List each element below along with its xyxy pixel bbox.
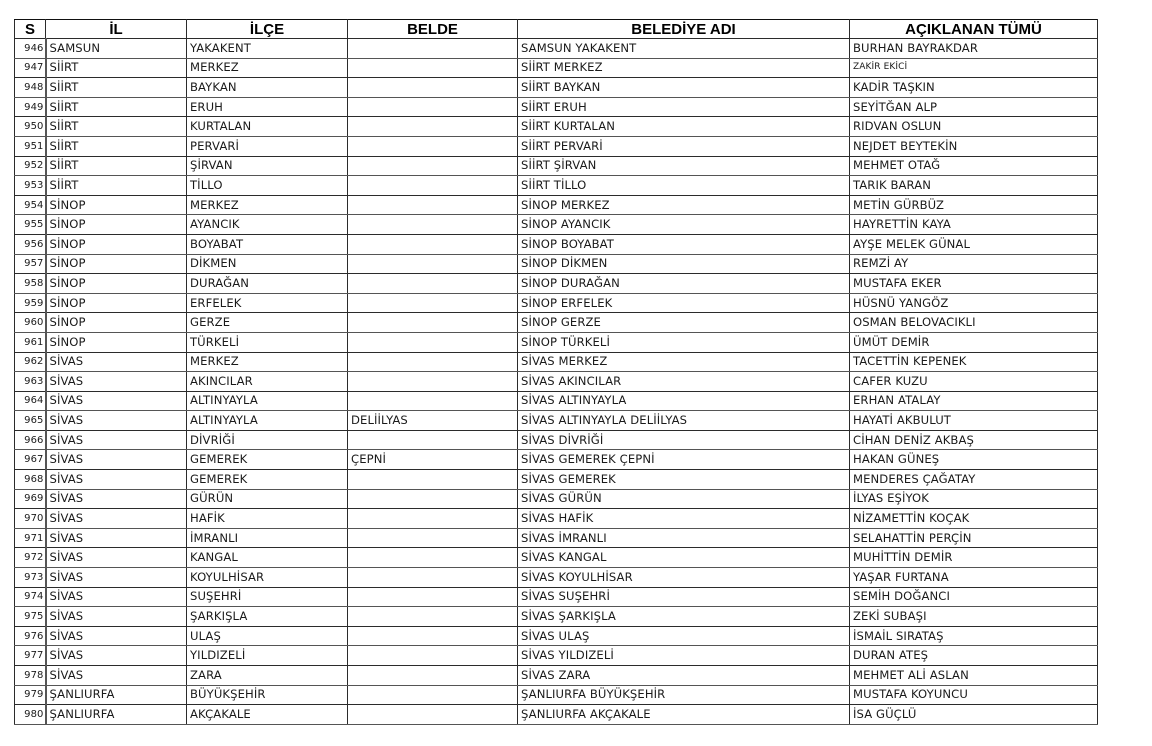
table-row bbox=[15, 136, 1098, 156]
cell-belediye-adi: SİVAS İMRANLI bbox=[518, 528, 850, 548]
cell-ilce: AKÇAKALE bbox=[187, 705, 348, 725]
cell-aciklanan: NEJDET BEYTEKİN bbox=[850, 136, 1098, 156]
cell-belde bbox=[348, 391, 518, 411]
cell-belediye-adi: SİNOP DİKMEN bbox=[518, 254, 850, 274]
cell-ilce: AYANCIK bbox=[187, 215, 348, 235]
cell-s: 971 bbox=[15, 528, 46, 548]
cell-aciklanan: OSMAN BELOVACIKLI bbox=[850, 313, 1098, 333]
cell-belde bbox=[348, 39, 518, 59]
table-row bbox=[15, 274, 1098, 294]
cell-belediye-adi: SİVAS ŞARKIŞLA bbox=[518, 607, 850, 627]
table-row bbox=[15, 509, 1098, 529]
cell-s: 965 bbox=[15, 411, 46, 431]
cell-belde bbox=[348, 509, 518, 529]
cell-ilce: TÜRKELİ bbox=[187, 332, 348, 352]
cell-belde bbox=[348, 332, 518, 352]
cell-aciklanan: HAYRETTİN KAYA bbox=[850, 215, 1098, 235]
cell-belde bbox=[348, 274, 518, 294]
cell-belediye-adi: SİVAS DİVRİĞİ bbox=[518, 430, 850, 450]
candidates-table bbox=[14, 19, 1098, 725]
cell-belde bbox=[348, 313, 518, 333]
cell-aciklanan: NİZAMETTİN KOÇAK bbox=[850, 509, 1098, 529]
cell-s: 960 bbox=[15, 313, 46, 333]
cell-belde bbox=[348, 568, 518, 588]
cell-belde bbox=[348, 587, 518, 607]
table-row bbox=[15, 489, 1098, 509]
table-row bbox=[15, 646, 1098, 666]
cell-il: SİİRT bbox=[46, 58, 187, 78]
cell-belde bbox=[348, 136, 518, 156]
cell-ilce: KURTALAN bbox=[187, 117, 348, 137]
cell-aciklanan: ZEKİ SUBAŞI bbox=[850, 607, 1098, 627]
cell-belediye-adi: SİNOP TÜRKELİ bbox=[518, 332, 850, 352]
cell-belediye-adi: SİVAS SUŞEHRİ bbox=[518, 587, 850, 607]
cell-il: SİVAS bbox=[46, 430, 187, 450]
cell-ilce: GERZE bbox=[187, 313, 348, 333]
cell-belediye-adi: SİVAS KOYULHİSAR bbox=[518, 568, 850, 588]
table-row bbox=[15, 568, 1098, 588]
cell-aciklanan: BURHAN BAYRAKDAR bbox=[850, 39, 1098, 59]
cell-il: SİVAS bbox=[46, 626, 187, 646]
cell-belediye-adi: SİVAS AKINCILAR bbox=[518, 372, 850, 392]
cell-il: SİNOP bbox=[46, 234, 187, 254]
table-row bbox=[15, 156, 1098, 176]
table-row bbox=[15, 117, 1098, 137]
cell-il: SİNOP bbox=[46, 293, 187, 313]
cell-belde bbox=[348, 215, 518, 235]
cell-il: SİİRT bbox=[46, 136, 187, 156]
table-row bbox=[15, 626, 1098, 646]
cell-aciklanan: TACETTİN KEPENEK bbox=[850, 352, 1098, 372]
cell-ilce: KOYULHİSAR bbox=[187, 568, 348, 588]
cell-belde bbox=[348, 293, 518, 313]
cell-belde bbox=[348, 607, 518, 627]
cell-s: 976 bbox=[15, 626, 46, 646]
cell-aciklanan: HAYATİ AKBULUT bbox=[850, 411, 1098, 431]
cell-il: SİİRT bbox=[46, 117, 187, 137]
table-row bbox=[15, 78, 1098, 98]
cell-belde bbox=[348, 78, 518, 98]
cell-aciklanan: YAŞAR FURTANA bbox=[850, 568, 1098, 588]
table-row bbox=[15, 58, 1098, 78]
cell-ilce: MERKEZ bbox=[187, 195, 348, 215]
cell-il: SİVAS bbox=[46, 568, 187, 588]
cell-il: SİVAS bbox=[46, 470, 187, 490]
cell-s: 977 bbox=[15, 646, 46, 666]
cell-ilce: GÜRÜN bbox=[187, 489, 348, 509]
table-row bbox=[15, 39, 1098, 59]
cell-belde bbox=[348, 195, 518, 215]
cell-s: 972 bbox=[15, 548, 46, 568]
cell-ilce: ŞİRVAN bbox=[187, 156, 348, 176]
cell-aciklanan: MEHMET OTAĞ bbox=[850, 156, 1098, 176]
cell-aciklanan: REMZİ AY bbox=[850, 254, 1098, 274]
cell-il: SİVAS bbox=[46, 411, 187, 431]
cell-belediye-adi: SİNOP ERFELEK bbox=[518, 293, 850, 313]
cell-belediye-adi: SİVAS MERKEZ bbox=[518, 352, 850, 372]
cell-belde bbox=[348, 156, 518, 176]
table-row bbox=[15, 176, 1098, 196]
cell-belediye-adi: SİVAS HAFİK bbox=[518, 509, 850, 529]
cell-aciklanan: ÜMÜT DEMİR bbox=[850, 332, 1098, 352]
cell-il: SİNOP bbox=[46, 332, 187, 352]
cell-il: SİVAS bbox=[46, 391, 187, 411]
cell-belediye-adi: SİVAS YILDIZELİ bbox=[518, 646, 850, 666]
cell-s: 954 bbox=[15, 195, 46, 215]
cell-ilce: YILDIZELİ bbox=[187, 646, 348, 666]
cell-aciklanan: CAFER KUZU bbox=[850, 372, 1098, 392]
header-ilce: İLÇE bbox=[187, 20, 348, 39]
cell-aciklanan: TARIK BARAN bbox=[850, 176, 1098, 196]
cell-il: SİVAS bbox=[46, 548, 187, 568]
cell-il: SİİRT bbox=[46, 176, 187, 196]
cell-s: 979 bbox=[15, 685, 46, 705]
cell-belde bbox=[348, 626, 518, 646]
cell-il: ŞANLIURFA bbox=[46, 705, 187, 725]
header-il: İL bbox=[46, 20, 187, 39]
cell-il: SİNOP bbox=[46, 313, 187, 333]
cell-s: 969 bbox=[15, 489, 46, 509]
cell-belde bbox=[348, 666, 518, 686]
cell-ilce: MERKEZ bbox=[187, 58, 348, 78]
cell-aciklanan: AYŞE MELEK GÜNAL bbox=[850, 234, 1098, 254]
cell-aciklanan: HAKAN GÜNEŞ bbox=[850, 450, 1098, 470]
cell-aciklanan: İSMAİL SIRATAŞ bbox=[850, 626, 1098, 646]
cell-belde bbox=[348, 352, 518, 372]
cell-belediye-adi: SİİRT ŞİRVAN bbox=[518, 156, 850, 176]
cell-s: 953 bbox=[15, 176, 46, 196]
header-aciklanan: AÇIKLANAN TÜMÜ bbox=[850, 20, 1098, 39]
cell-il: SİVAS bbox=[46, 607, 187, 627]
cell-belediye-adi: SİNOP AYANCIK bbox=[518, 215, 850, 235]
cell-ilce: GEMEREK bbox=[187, 470, 348, 490]
table-row bbox=[15, 470, 1098, 490]
cell-ilce: AKINCILAR bbox=[187, 372, 348, 392]
table-row bbox=[15, 372, 1098, 392]
cell-ilce: MERKEZ bbox=[187, 352, 348, 372]
table-row bbox=[15, 254, 1098, 274]
cell-belediye-adi: SİNOP GERZE bbox=[518, 313, 850, 333]
cell-belediye-adi: SİVAS ALTINYAYLA DELİİLYAS bbox=[518, 411, 850, 431]
cell-ilce: TİLLO bbox=[187, 176, 348, 196]
cell-s: 949 bbox=[15, 97, 46, 117]
cell-ilce: GEMEREK bbox=[187, 450, 348, 470]
cell-ilce: DİVRİĞİ bbox=[187, 430, 348, 450]
cell-il: SİİRT bbox=[46, 156, 187, 176]
cell-belediye-adi: SİNOP DURAĞAN bbox=[518, 274, 850, 294]
table-row bbox=[15, 97, 1098, 117]
cell-aciklanan: CİHAN DENİZ AKBAŞ bbox=[850, 430, 1098, 450]
cell-s: 955 bbox=[15, 215, 46, 235]
cell-aciklanan: MUHİTTİN DEMİR bbox=[850, 548, 1098, 568]
cell-ilce: ERFELEK bbox=[187, 293, 348, 313]
table-row bbox=[15, 587, 1098, 607]
cell-belde bbox=[348, 254, 518, 274]
cell-il: SİİRT bbox=[46, 97, 187, 117]
table-row bbox=[15, 607, 1098, 627]
cell-il: SİVAS bbox=[46, 372, 187, 392]
cell-s: 946 bbox=[15, 39, 46, 59]
cell-aciklanan: ERHAN ATALAY bbox=[850, 391, 1098, 411]
cell-aciklanan: ZAKİR EKİCİ bbox=[850, 58, 1098, 78]
cell-belde bbox=[348, 528, 518, 548]
table-row bbox=[15, 391, 1098, 411]
cell-aciklanan: SEMİH DOĞANCI bbox=[850, 587, 1098, 607]
cell-il: SİNOP bbox=[46, 274, 187, 294]
table-row bbox=[15, 666, 1098, 686]
cell-s: 963 bbox=[15, 372, 46, 392]
cell-s: 978 bbox=[15, 666, 46, 686]
cell-s: 968 bbox=[15, 470, 46, 490]
cell-belediye-adi: SİİRT ERUH bbox=[518, 97, 850, 117]
cell-s: 947 bbox=[15, 58, 46, 78]
table-row bbox=[15, 234, 1098, 254]
cell-s: 980 bbox=[15, 705, 46, 725]
table-row bbox=[15, 313, 1098, 333]
header-s: S bbox=[15, 20, 46, 39]
cell-aciklanan: METİN GÜRBÜZ bbox=[850, 195, 1098, 215]
cell-il: SİVAS bbox=[46, 528, 187, 548]
cell-belde bbox=[348, 234, 518, 254]
cell-belde bbox=[348, 117, 518, 137]
cell-il: SİVAS bbox=[46, 587, 187, 607]
cell-il: SİVAS bbox=[46, 509, 187, 529]
cell-belediye-adi: SİVAS ULAŞ bbox=[518, 626, 850, 646]
cell-ilce: PERVARİ bbox=[187, 136, 348, 156]
table-row bbox=[15, 293, 1098, 313]
cell-belediye-adi: SİİRT KURTALAN bbox=[518, 117, 850, 137]
header-belde: BELDE bbox=[348, 20, 518, 39]
cell-belde bbox=[348, 489, 518, 509]
cell-belde bbox=[348, 372, 518, 392]
cell-aciklanan: İLYAS EŞİYOK bbox=[850, 489, 1098, 509]
table-row bbox=[15, 705, 1098, 725]
cell-aciklanan: HÜSNÜ YANGÖZ bbox=[850, 293, 1098, 313]
cell-belediye-adi: SİİRT MERKEZ bbox=[518, 58, 850, 78]
cell-aciklanan: SEYİTĞAN ALP bbox=[850, 97, 1098, 117]
table-row bbox=[15, 332, 1098, 352]
cell-ilce: SUŞEHRİ bbox=[187, 587, 348, 607]
cell-ilce: ALTINYAYLA bbox=[187, 411, 348, 431]
cell-belde bbox=[348, 646, 518, 666]
cell-ilce: DİKMEN bbox=[187, 254, 348, 274]
table-row bbox=[15, 548, 1098, 568]
table-row bbox=[15, 195, 1098, 215]
cell-aciklanan: MUSTAFA KOYUNCU bbox=[850, 685, 1098, 705]
cell-aciklanan: KADİR TAŞKIN bbox=[850, 78, 1098, 98]
cell-ilce: ZARA bbox=[187, 666, 348, 686]
cell-s: 952 bbox=[15, 156, 46, 176]
cell-il: SİİRT bbox=[46, 78, 187, 98]
cell-il: SİNOP bbox=[46, 195, 187, 215]
cell-il: SİVAS bbox=[46, 666, 187, 686]
cell-ilce: DURAĞAN bbox=[187, 274, 348, 294]
cell-belediye-adi: SİVAS GEMEREK ÇEPNİ bbox=[518, 450, 850, 470]
cell-belediye-adi: SİVAS ZARA bbox=[518, 666, 850, 686]
cell-ilce: BAYKAN bbox=[187, 78, 348, 98]
cell-s: 958 bbox=[15, 274, 46, 294]
cell-s: 956 bbox=[15, 234, 46, 254]
cell-s: 948 bbox=[15, 78, 46, 98]
cell-il: SİVAS bbox=[46, 450, 187, 470]
cell-il: SİNOP bbox=[46, 215, 187, 235]
cell-s: 957 bbox=[15, 254, 46, 274]
cell-il: SİVAS bbox=[46, 646, 187, 666]
cell-s: 962 bbox=[15, 352, 46, 372]
cell-ilce: ŞARKIŞLA bbox=[187, 607, 348, 627]
cell-ilce: ALTINYAYLA bbox=[187, 391, 348, 411]
cell-ilce: ULAŞ bbox=[187, 626, 348, 646]
cell-belediye-adi: SİVAS GÜRÜN bbox=[518, 489, 850, 509]
header-row bbox=[15, 20, 1098, 39]
cell-ilce: HAFİK bbox=[187, 509, 348, 529]
cell-il: SİNOP bbox=[46, 254, 187, 274]
cell-belde bbox=[348, 176, 518, 196]
table-row bbox=[15, 450, 1098, 470]
cell-s: 951 bbox=[15, 136, 46, 156]
cell-il: ŞANLIURFA bbox=[46, 685, 187, 705]
table-row bbox=[15, 215, 1098, 235]
cell-belediye-adi: SİİRT TİLLO bbox=[518, 176, 850, 196]
cell-ilce: KANGAL bbox=[187, 548, 348, 568]
cell-s: 973 bbox=[15, 568, 46, 588]
cell-belediye-adi: ŞANLIURFA BÜYÜKŞEHİR bbox=[518, 685, 850, 705]
cell-aciklanan: MENDERES ÇAĞATAY bbox=[850, 470, 1098, 490]
cell-belediye-adi: SİVAS KANGAL bbox=[518, 548, 850, 568]
cell-belde: ÇEPNİ bbox=[348, 450, 518, 470]
cell-s: 974 bbox=[15, 587, 46, 607]
cell-aciklanan: MUSTAFA EKER bbox=[850, 274, 1098, 294]
cell-belde bbox=[348, 548, 518, 568]
cell-belediye-adi: SİVAS ALTINYAYLA bbox=[518, 391, 850, 411]
cell-belediye-adi: SİİRT BAYKAN bbox=[518, 78, 850, 98]
cell-belediye-adi: ŞANLIURFA AKÇAKALE bbox=[518, 705, 850, 725]
cell-s: 975 bbox=[15, 607, 46, 627]
cell-ilce: BOYABAT bbox=[187, 234, 348, 254]
cell-belediye-adi: SİİRT PERVARİ bbox=[518, 136, 850, 156]
cell-s: 967 bbox=[15, 450, 46, 470]
cell-belediye-adi: SİNOP BOYABAT bbox=[518, 234, 850, 254]
cell-aciklanan: DURAN ATEŞ bbox=[850, 646, 1098, 666]
cell-belde bbox=[348, 705, 518, 725]
cell-belediye-adi: SİNOP MERKEZ bbox=[518, 195, 850, 215]
cell-belde bbox=[348, 97, 518, 117]
table-row bbox=[15, 411, 1098, 431]
cell-belde bbox=[348, 685, 518, 705]
cell-il: SAMSUN bbox=[46, 39, 187, 59]
cell-belde bbox=[348, 58, 518, 78]
cell-aciklanan: RIDVAN OSLUN bbox=[850, 117, 1098, 137]
cell-belediye-adi: SİVAS GEMEREK bbox=[518, 470, 850, 490]
cell-il: SİVAS bbox=[46, 352, 187, 372]
cell-aciklanan: İSA GÜÇLÜ bbox=[850, 705, 1098, 725]
cell-belde: DELİİLYAS bbox=[348, 411, 518, 431]
cell-ilce: İMRANLI bbox=[187, 528, 348, 548]
cell-ilce: YAKAKENT bbox=[187, 39, 348, 59]
table-row bbox=[15, 528, 1098, 548]
cell-s: 966 bbox=[15, 430, 46, 450]
cell-belde bbox=[348, 430, 518, 450]
cell-il: SİVAS bbox=[46, 489, 187, 509]
cell-s: 959 bbox=[15, 293, 46, 313]
table-row bbox=[15, 685, 1098, 705]
header-belediye-adi: BELEDİYE ADI bbox=[518, 20, 850, 39]
cell-belediye-adi: SAMSUN YAKAKENT bbox=[518, 39, 850, 59]
cell-s: 961 bbox=[15, 332, 46, 352]
cell-aciklanan: MEHMET ALİ ASLAN bbox=[850, 666, 1098, 686]
cell-s: 964 bbox=[15, 391, 46, 411]
cell-ilce: ERUH bbox=[187, 97, 348, 117]
table-row bbox=[15, 430, 1098, 450]
cell-s: 970 bbox=[15, 509, 46, 529]
table-row bbox=[15, 352, 1098, 372]
cell-aciklanan: SELAHATTİN PERÇİN bbox=[850, 528, 1098, 548]
cell-ilce: BÜYÜKŞEHİR bbox=[187, 685, 348, 705]
cell-belde bbox=[348, 470, 518, 490]
cell-s: 950 bbox=[15, 117, 46, 137]
